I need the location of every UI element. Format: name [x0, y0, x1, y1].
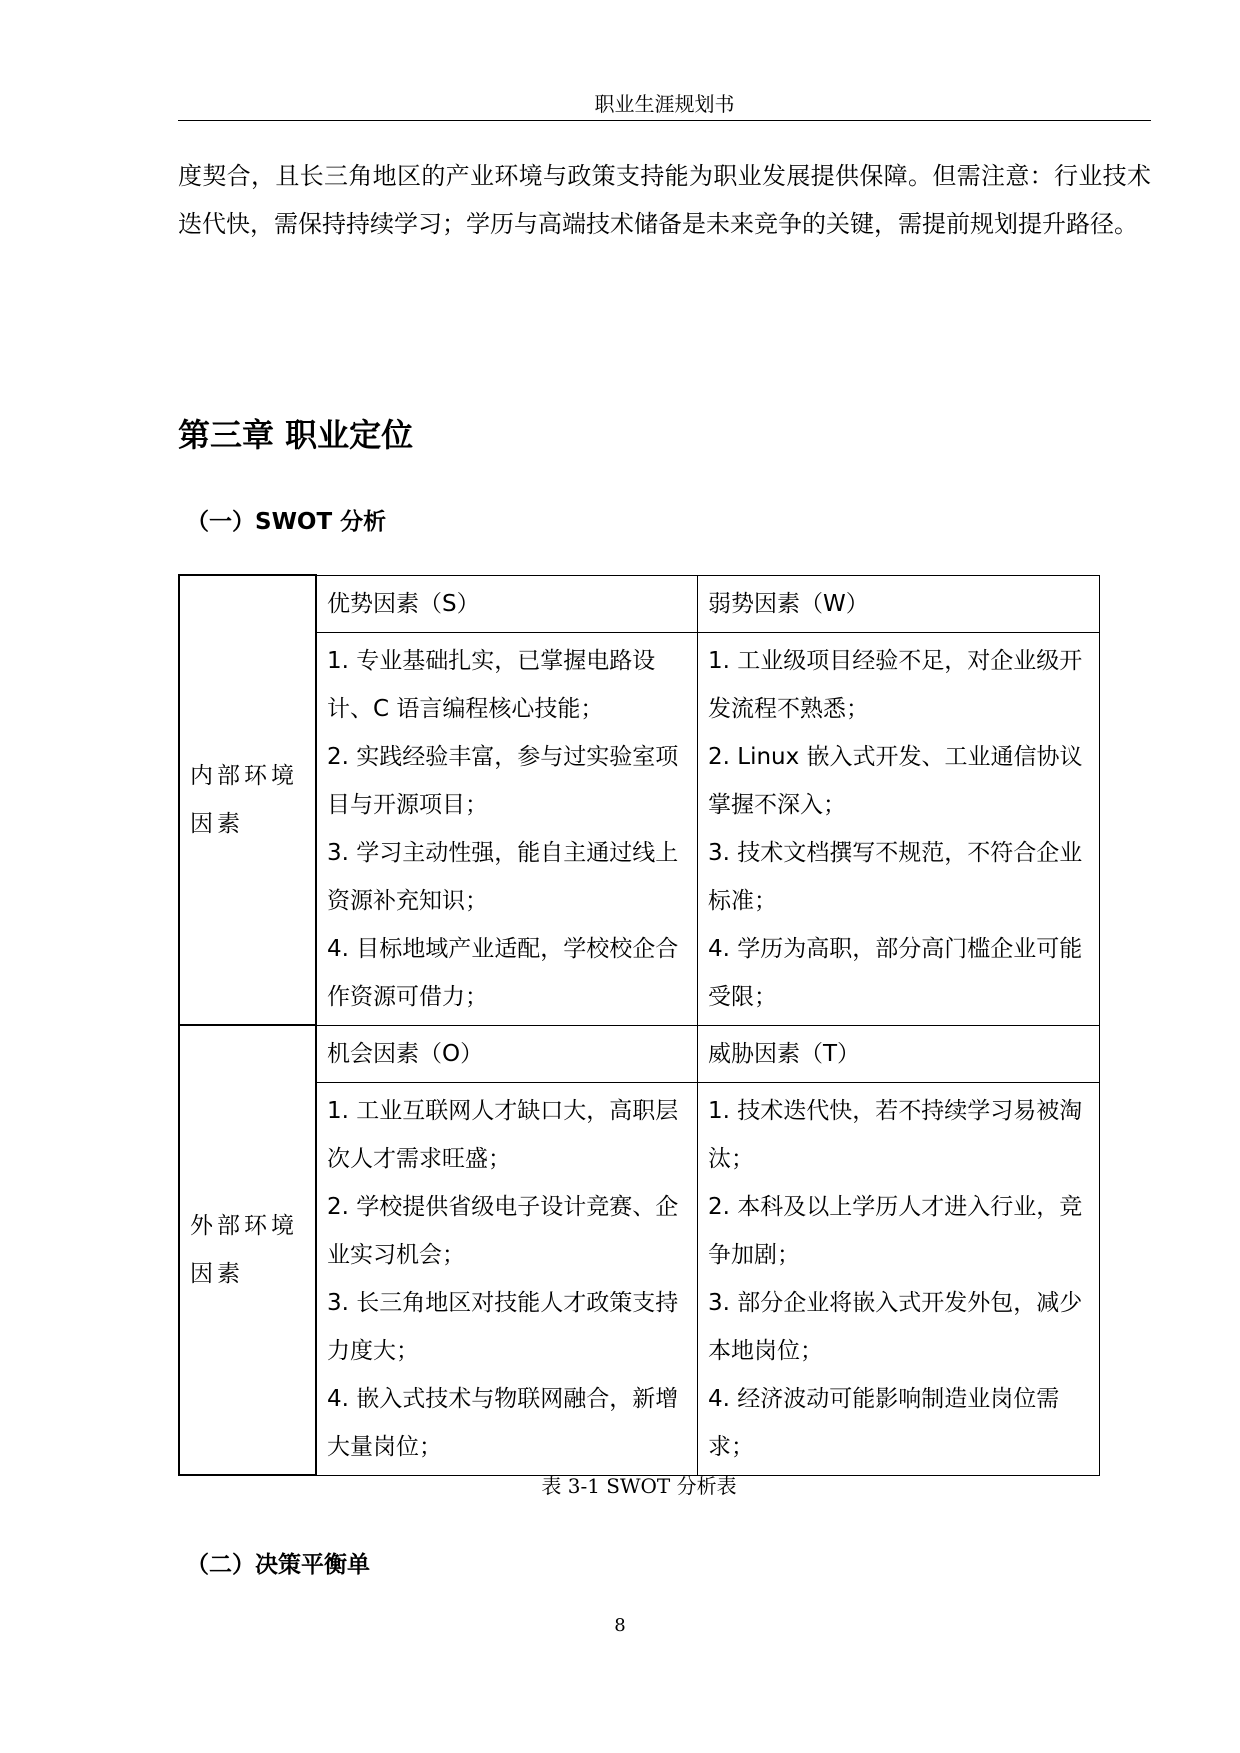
list-item: 4. 目标地域产业适配，学校校企合作资源可借力； — [327, 935, 679, 1010]
list-item: 2. 实践经验丰富，参与过实验室项目与开源项目； — [327, 743, 679, 818]
chapter-title: 第三章 职业定位 — [178, 416, 414, 454]
w-header: 弱势因素（W） — [698, 575, 1100, 632]
running-header: 职业生涯规划书 — [594, 92, 735, 116]
list-item: 2. Linux 嵌入式开发、工业通信协议掌握不深入； — [708, 743, 1083, 818]
list-item: 4. 经济波动可能影响制造业岗位需求； — [708, 1385, 1060, 1460]
s-items — [316, 632, 698, 1025]
list-item: 1. 工业互联网人才缺口大，高职层次人才需求旺盛； — [327, 1097, 679, 1172]
internal-label: 内部环境因素 — [179, 575, 316, 1025]
w-items — [698, 632, 1100, 1025]
list-item: 1. 工业级项目经验不足，对企业级开发流程不熟悉； — [708, 647, 1083, 722]
list-item: 4. 学历为高职，部分高门槛企业可能受限； — [708, 935, 1083, 1010]
t-items — [698, 1082, 1100, 1475]
list-item: 4. 嵌入式技术与物联网融合，新增大量岗位； — [327, 1385, 679, 1460]
list-item: 3. 学习主动性强，能自主通过线上资源补充知识； — [327, 839, 679, 914]
list-item: 3. 长三角地区对技能人才政策支持力度大； — [327, 1289, 679, 1364]
o-header: 机会因素（O） — [316, 1025, 698, 1082]
list-item: 2. 学校提供省级电子设计竞赛、企业实习机会； — [327, 1193, 679, 1268]
body-paragraph: 度契合，且长三角地区的产业环境与政策支持能为职业发展提供保障。但需注意：行业技术迭代快，需保持持续学习；学历与高端技术储备是未来竞争的关键，需提前规划提升路径。 — [178, 162, 1151, 238]
list-item: 3. 技术文档撰写不规范，不符合企业标准； — [708, 839, 1083, 914]
list-item: 1. 技术迭代快，若不持续学习易被淘汰； — [708, 1097, 1083, 1172]
list-item: 2. 本科及以上学历人才进入行业，竞争加剧； — [708, 1193, 1083, 1268]
table-caption: 表 3-1 SWOT 分析表 — [541, 1474, 737, 1498]
external-label: 外部环境因素 — [179, 1025, 316, 1475]
header-rule — [178, 120, 1151, 121]
page-number: 8 — [614, 1615, 626, 1636]
list-item: 3. 部分企业将嵌入式开发外包，减少本地岗位； — [708, 1289, 1083, 1364]
o-items — [316, 1082, 698, 1475]
s-header: 优势因素（S） — [316, 575, 698, 632]
section-heading-swot: （一）SWOT 分析 — [186, 509, 387, 535]
list-item: 1. 专业基础扎实，已掌握电路设计、C 语言编程核心技能； — [327, 647, 656, 722]
section-heading-decision: （二）决策平衡单 — [186, 1552, 370, 1578]
swot-table — [178, 574, 1100, 1476]
t-header: 威胁因素（T） — [698, 1025, 1100, 1082]
